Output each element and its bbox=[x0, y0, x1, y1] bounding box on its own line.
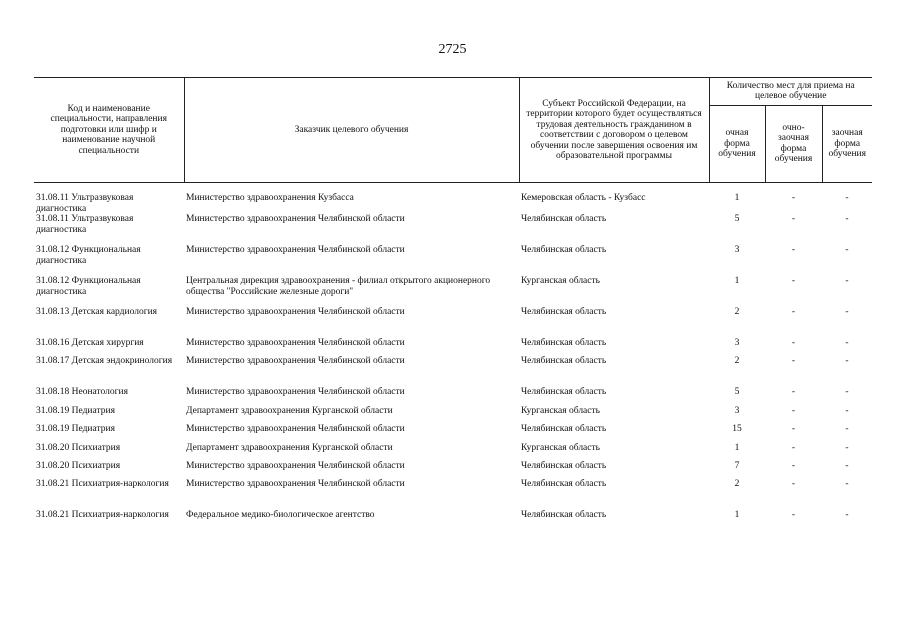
cell-code: 31.08.16 Детская хирургия bbox=[36, 338, 144, 348]
cell-subject: Челябинская область bbox=[521, 307, 607, 317]
cell-code: 31.08.12 Функциональная диагностика bbox=[36, 245, 141, 266]
cell-code: 31.08.19 Педиатрия bbox=[36, 424, 115, 434]
cell-distance: - bbox=[845, 443, 849, 453]
cell-full-time: 7 bbox=[734, 461, 740, 471]
cell-part-time: - bbox=[791, 443, 796, 453]
cell-customer: Центральная дирекция здравоохранения - филиал открытого акционерного общества "Российские железные дороги" bbox=[186, 276, 491, 297]
cell-subject: Челябинская область bbox=[521, 214, 607, 224]
cell-subject: Курганская область bbox=[521, 443, 600, 453]
cell-part-time: - bbox=[791, 510, 796, 520]
cell-part-time: - bbox=[791, 461, 796, 471]
cell-code: 31.08.11 Ультразвуковая диагностика bbox=[36, 214, 134, 235]
table-row bbox=[34, 461, 872, 479]
header-places: Количество мест для приема на целевое обучение bbox=[709, 78, 872, 106]
cell-full-time: 1 bbox=[734, 510, 740, 520]
cell-full-time: 2 bbox=[734, 307, 740, 317]
cell-customer: Министерство здравоохранения Челябинской области bbox=[186, 479, 405, 489]
cell-customer: Министерство здравоохранения Челябинской области bbox=[186, 424, 405, 434]
cell-subject: Челябинская область bbox=[521, 479, 607, 489]
cell-customer: Министерство здравоохранения Челябинской области bbox=[186, 307, 405, 317]
table-row bbox=[34, 424, 872, 443]
cell-distance: - bbox=[845, 338, 849, 348]
cell-part-time: - bbox=[791, 276, 796, 286]
header-distance: заочная форма обучения bbox=[822, 105, 872, 182]
cell-distance: - bbox=[845, 245, 849, 255]
header-customer: Заказчик целевого обучения bbox=[184, 78, 519, 183]
table-row bbox=[34, 387, 872, 406]
cell-part-time: - bbox=[791, 387, 796, 397]
cell-subject: Челябинская область bbox=[521, 356, 607, 366]
cell-distance: - bbox=[845, 276, 849, 286]
cell-full-time: 5 bbox=[734, 387, 740, 397]
cell-customer: Министерство здравоохранения Челябинской области bbox=[186, 214, 405, 224]
cell-code: 31.08.21 Психиатрия-наркология bbox=[36, 479, 169, 489]
table-row bbox=[34, 276, 872, 307]
table-row bbox=[34, 479, 872, 510]
cell-full-time: 1 bbox=[734, 193, 740, 203]
cell-distance: - bbox=[845, 387, 849, 397]
cell-customer: Министерство здравоохранения Челябинской области bbox=[186, 245, 405, 255]
header-full-time: очная форма обучения bbox=[709, 105, 765, 182]
cell-distance: - bbox=[845, 214, 849, 224]
cell-code: 31.08.18 Неонатология bbox=[36, 387, 128, 397]
cell-code: 31.08.20 Психиатрия bbox=[36, 461, 121, 471]
cell-distance: - bbox=[845, 461, 849, 471]
cell-part-time: - bbox=[791, 406, 796, 416]
cell-distance: - bbox=[845, 510, 849, 520]
cell-code: 31.08.21 Психиатрия-наркология bbox=[36, 510, 169, 520]
cell-part-time: - bbox=[791, 193, 796, 203]
cell-part-time: - bbox=[791, 214, 796, 224]
cell-full-time: 3 bbox=[734, 406, 740, 416]
cell-part-time: - bbox=[791, 356, 796, 366]
cell-code: 31.08.12 Функциональная диагностика bbox=[36, 276, 141, 297]
cell-customer: Министерство здравоохранения Челябинской области bbox=[186, 356, 405, 366]
table-row bbox=[34, 510, 872, 541]
cell-code: 31.08.17 Детская эндокринология bbox=[36, 356, 173, 366]
cell-part-time: - bbox=[791, 245, 796, 255]
table-header bbox=[34, 78, 872, 183]
cell-distance: - bbox=[845, 479, 849, 489]
header-subject: Субъект Российской Федерации, на территории которого будет осуществляться трудовая деятельность гражданином в соответствии с договором о целевом обучении после завершения освоения им образовательной программы bbox=[519, 78, 709, 183]
cell-customer: Министерство здравоохранения Кузбасса bbox=[186, 193, 354, 203]
cell-full-time: 5 bbox=[734, 214, 740, 224]
cell-part-time: - bbox=[791, 479, 796, 489]
cell-code: 31.08.13 Детская кардиология bbox=[36, 307, 158, 317]
cell-subject: Челябинская область bbox=[521, 510, 607, 520]
cell-customer: Министерство здравоохранения Челябинской области bbox=[186, 387, 405, 397]
cell-customer: Министерство здравоохранения Челябинской области bbox=[186, 338, 405, 348]
cell-subject: Челябинская область bbox=[521, 424, 607, 434]
cell-full-time: 2 bbox=[734, 479, 740, 489]
table-row bbox=[34, 214, 872, 245]
cell-code: 31.08.20 Психиатрия bbox=[36, 443, 121, 453]
cell-customer: Министерство здравоохранения Челябинской области bbox=[186, 461, 405, 471]
cell-subject: Челябинская область bbox=[521, 245, 607, 255]
cell-full-time: 2 bbox=[734, 356, 740, 366]
table-row bbox=[34, 245, 872, 276]
page-number: 2725 bbox=[438, 42, 467, 57]
cell-subject: Челябинская область bbox=[521, 387, 607, 397]
cell-distance: - bbox=[845, 193, 849, 203]
cell-full-time: 3 bbox=[734, 245, 740, 255]
table-row bbox=[34, 307, 872, 338]
cell-subject: Челябинская область bbox=[521, 461, 607, 471]
cell-distance: - bbox=[845, 424, 849, 434]
cell-part-time: - bbox=[791, 338, 796, 348]
cell-full-time: 3 bbox=[734, 338, 740, 348]
table-row bbox=[34, 356, 872, 387]
target-training-table bbox=[34, 77, 872, 541]
cell-code: 31.08.11 Ультразвуковая диагностика bbox=[36, 193, 134, 214]
cell-full-time: 1 bbox=[734, 443, 740, 453]
cell-part-time: - bbox=[791, 424, 796, 434]
header-part-time: очно-заочная форма обучения bbox=[765, 105, 822, 182]
cell-full-time: 15 bbox=[732, 424, 742, 434]
table-row bbox=[34, 406, 872, 424]
cell-subject: Кемеровская область - Кузбасс bbox=[521, 193, 646, 203]
cell-customer: Департамент здравоохранения Курганской области bbox=[186, 443, 393, 453]
cell-subject: Курганская область bbox=[521, 276, 600, 286]
cell-full-time: 1 bbox=[734, 276, 740, 286]
table-row bbox=[34, 183, 872, 215]
cell-customer: Департамент здравоохранения Курганской области bbox=[186, 406, 393, 416]
table-row bbox=[34, 443, 872, 461]
cell-distance: - bbox=[845, 406, 849, 416]
header-code: Код и наименование специальности, направления подготовки или шифр и наименование научной специальности bbox=[34, 78, 184, 183]
table-row bbox=[34, 338, 872, 356]
cell-subject: Челябинская область bbox=[521, 338, 607, 348]
cell-customer: Федеральное медико-биологическое агентство bbox=[186, 510, 375, 520]
cell-subject: Курганская область bbox=[521, 406, 600, 416]
cell-distance: - bbox=[845, 356, 849, 366]
cell-code: 31.08.19 Педиатрия bbox=[36, 406, 115, 416]
cell-part-time: - bbox=[791, 307, 796, 317]
cell-distance: - bbox=[845, 307, 849, 317]
